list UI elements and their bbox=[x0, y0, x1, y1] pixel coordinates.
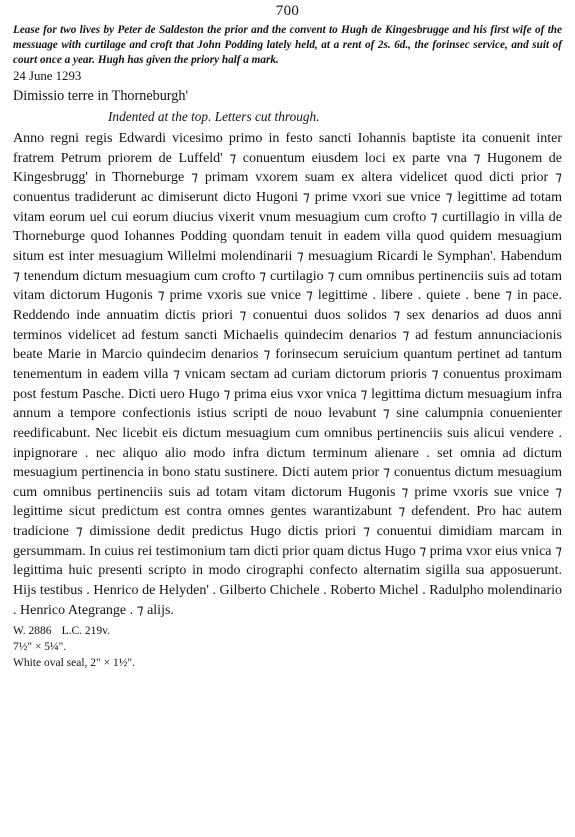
charter-body-text: Anno regni regis Edwardi vicesimo primo in festo sancti Iohannis baptiste ita conuenit inter fratrem Petrum priorem de Luffeld' ⁊ conuentum eiusdem loci ex parte vna ⁊ Hugonem de Kingesbrugg' in Thorneburge ⁊ primam vxorem suam ex altera videlicet quod dicti prior ⁊ conuentus tradiderunt ac dimiserunt dicto Hugoni ⁊ prime vxori sue vnice ⁊ legittime ad totam vitam eorum uel cui eorum diucius vixerit vnum mesuagium cum crofto ⁊ curtillagio in villa de Thorneburge quod Iohannes Podding quondam tenuit in eadem villa quod quidem mesuagium situm est inter mesuagium Willelmi molendinarii ⁊ mesuagium Ricardi le Symphan'. Habendum ⁊ tenendum dictum mesuagium cum crofto ⁊ curtilagio ⁊ cum omnibus pertinenciis suis ad totam vitam dictorum Hugonis ⁊ prime vxoris sue vnice ⁊ legittime . libere . quiete . bene ⁊ in pace. Reddendo inde annuatim dictis priori ⁊ conuentui duos solidos ⁊ sex denarios ad duos anni terminos videlicet ad festum sancti Michaelis quindecim denarios ⁊ ad festum annunciacionis beate Marie in Marcio quindecim denarios ⁊ forinsecum seruicium quantum pertinet ad tantum tenementum in eadem villa ⁊ vnicam sectam ad curiam dictorum prioris ⁊ conuentus proximam post festum Pasche. Dicti uero Hugo ⁊ prima eius vxor vnica ⁊ legittima dictum mesuagium infra annum a tempore confectionis istius scripti de nouo levabunt ⁊ sine calumpnia conuenienter reedificabunt. Nec licebit eis dictum mesuagium cum omnibus pertinenciis suis alicui vendere . inpignorare . nec aliquo alio modo infra dictum terminum alienare . set omnia ad dictum mesuagium pertinencia in bono statu sustinere. Dicti autem prior ⁊ conuentus dictum mesuagium cum omnibus pertinenciis suis ad totam vitam dictorum Hugonis ⁊ prime vxoris sue vnice ⁊ legittime sicut predictum est contra omnes gentes warantizabunt ⁊ defendent. Pro hac autem tradicione ⁊ dimissione dedit predictus Hugo dictis priori ⁊ conuentui dimidiam marcam in gersummam. In cuius rei testimonium tam dicti prior quam dictus Hugo ⁊ prima vxor eius vnica ⁊ legittima huic presenti scripto in modo cirographi confecto alternatim sigilla sua apposuerunt. Hijs testibus . Henrico de Helyden' . Gilberto Chichele . Roberto Michel . Radulpho molendinario . Henrico Ategrange . ⁊ alijs. bbox=[13, 131, 562, 618]
seal-description: White oval seal, 2" × 1½". bbox=[13, 657, 135, 670]
reference-w: W. 2886 bbox=[13, 625, 52, 638]
charter-title: Dimissio terre in Thorneburgh' bbox=[13, 88, 189, 104]
physical-note: Indented at the top. Letters cut through. bbox=[108, 109, 320, 124]
reference-lc: L.C. 219v. bbox=[61, 625, 111, 638]
reference-line bbox=[13, 623, 562, 639]
charter-summary: Lease for two lives by Peter de Saldeston the prior and the convent to Hugh de Kingesbrugge and his first wife of the messuage with curtilage and croft that John Podding lately held, at a rent of 2s. 6d., the forinsec service, and suit of court once a year. Hugh has given the priory half a mark. bbox=[13, 24, 562, 66]
document-page bbox=[13, 0, 562, 671]
archival-footer bbox=[13, 623, 562, 671]
charter-date: 24 June 1293 bbox=[13, 69, 82, 83]
dimensions: 7½" × 5¼". bbox=[13, 641, 67, 654]
page-number: 700 bbox=[275, 3, 300, 19]
